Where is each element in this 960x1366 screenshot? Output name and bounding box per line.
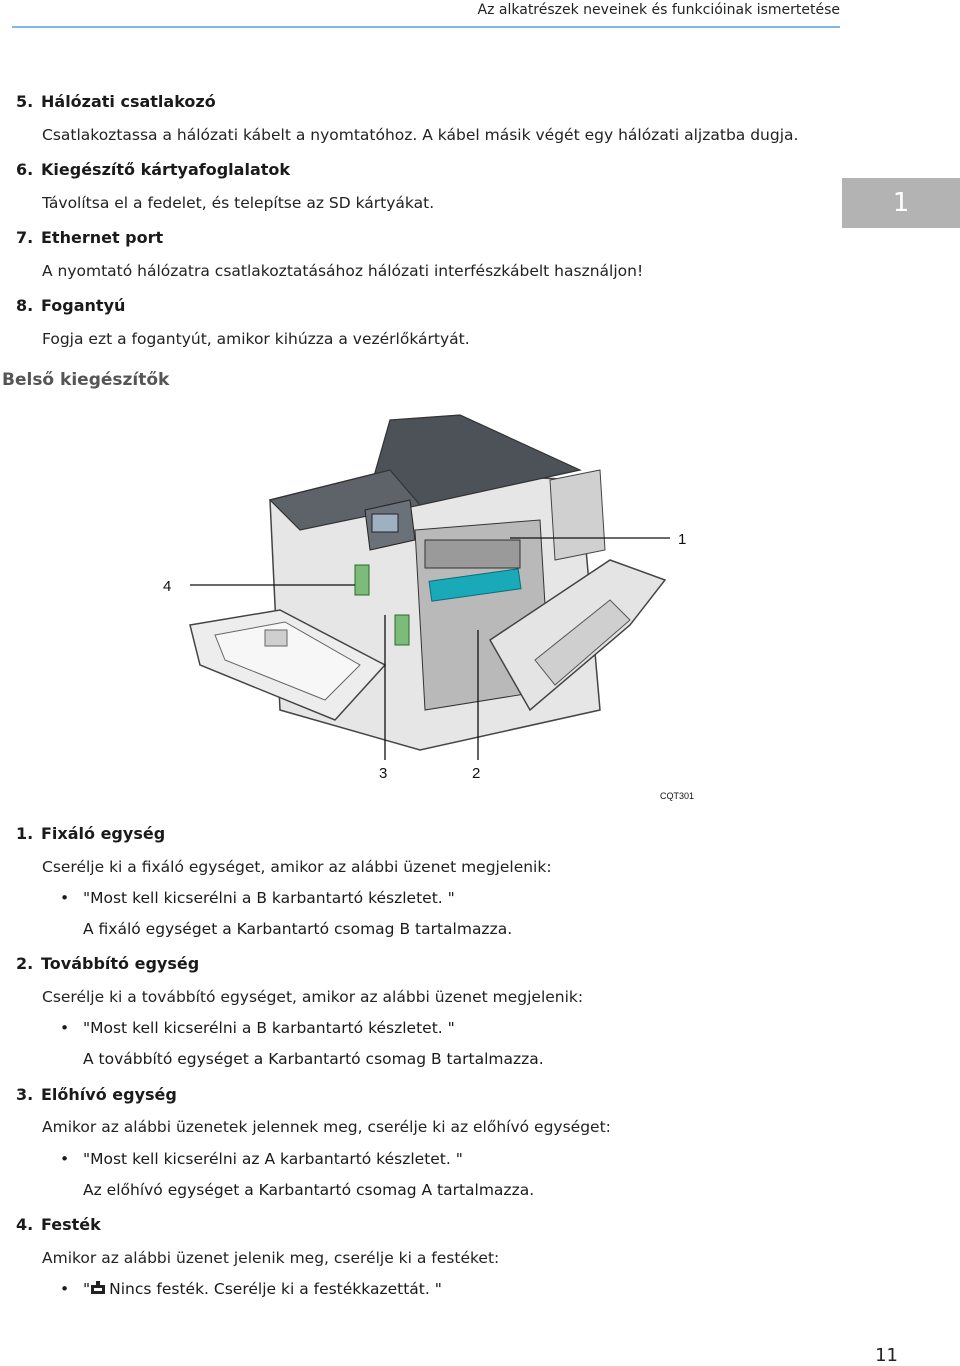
item-7-heading: 7. Ethernet port	[16, 228, 164, 247]
item-8-heading: 8. Fogantyú	[16, 296, 126, 315]
callout-4: 4	[163, 578, 172, 595]
item-7-desc: A nyomtató hálózatra csatlakoztatásához hálózati interfészkábelt használjon!	[42, 262, 644, 280]
item-5-desc: Csatlakoztassa a hálózati kábelt a nyomtatóhoz. A kábel másik végét egy hálózati aljzatba dugja.	[42, 126, 799, 144]
bullet-marker: •	[60, 1150, 70, 1168]
part-2-desc: Cserélje ki a továbbító egységet, amikor az alábbi üzenet megjelenik:	[42, 988, 584, 1006]
callout-1: 1	[678, 531, 687, 548]
page-number: 11	[875, 1345, 898, 1366]
callout-2: 2	[472, 765, 481, 782]
part-2-heading: 2. Továbbító egység	[16, 954, 200, 973]
toner-icon	[90, 1280, 106, 1295]
printer-interior-illustration	[160, 410, 720, 810]
part-1-message: "Most kell kicserélni a B karbantartó készletet. "	[83, 889, 455, 907]
part-1-desc: Cserélje ki a fixáló egységet, amikor az alábbi üzenet megjelenik:	[42, 858, 552, 876]
running-header: Az alkatrészek neveinek és funkcióinak ismertetése	[477, 2, 840, 18]
chapter-tab: 1	[842, 178, 960, 228]
part-3-message: "Most kell kicserélni az A karbantartó készletet. "	[83, 1150, 463, 1168]
bullet-marker: •	[60, 1280, 70, 1298]
part-4-desc: Amikor az alábbi üzenet jelenik meg, cserélje ki a festéket:	[42, 1249, 500, 1267]
callout-3: 3	[379, 765, 388, 782]
part-1-heading: 1. Fixáló egység	[16, 824, 166, 843]
item-6-desc: Távolítsa el a fedelet, és telepítse az SD kártyákat.	[42, 194, 435, 212]
header-rule	[12, 26, 840, 28]
part-3-heading: 3. Előhívó egység	[16, 1085, 177, 1104]
part-1-note: A fixáló egységet a Karbantartó csomag B tartalmazza.	[83, 920, 513, 938]
part-2-message: "Most kell kicserélni a B karbantartó készletet. "	[83, 1019, 455, 1037]
item-5-heading: 5. Hálózati csatlakozó	[16, 92, 216, 111]
item-8-desc: Fogja ezt a fogantyút, amikor kihúzza a vezérlőkártyát.	[42, 330, 470, 348]
part-3-desc: Amikor az alábbi üzenetek jelennek meg, cserélje ki az előhívó egységet:	[42, 1118, 611, 1136]
bullet-marker: •	[60, 889, 70, 907]
part-4-message: " Nincs festék. Cserélje ki a festékkazettát. "	[83, 1280, 442, 1298]
figure-code: CQT301	[660, 791, 695, 801]
bullet-marker: •	[60, 1019, 70, 1037]
part-2-note: A továbbító egységet a Karbantartó csomag B tartalmazza.	[83, 1050, 544, 1068]
section-title: Belső kiegészítők	[2, 370, 170, 390]
part-3-note: Az előhívó egységet a Karbantartó csomag A tartalmazza.	[83, 1181, 535, 1199]
item-6-heading: 6. Kiegészítő kártyafoglalatok	[16, 160, 291, 179]
part-4-heading: 4. Festék	[16, 1215, 101, 1234]
